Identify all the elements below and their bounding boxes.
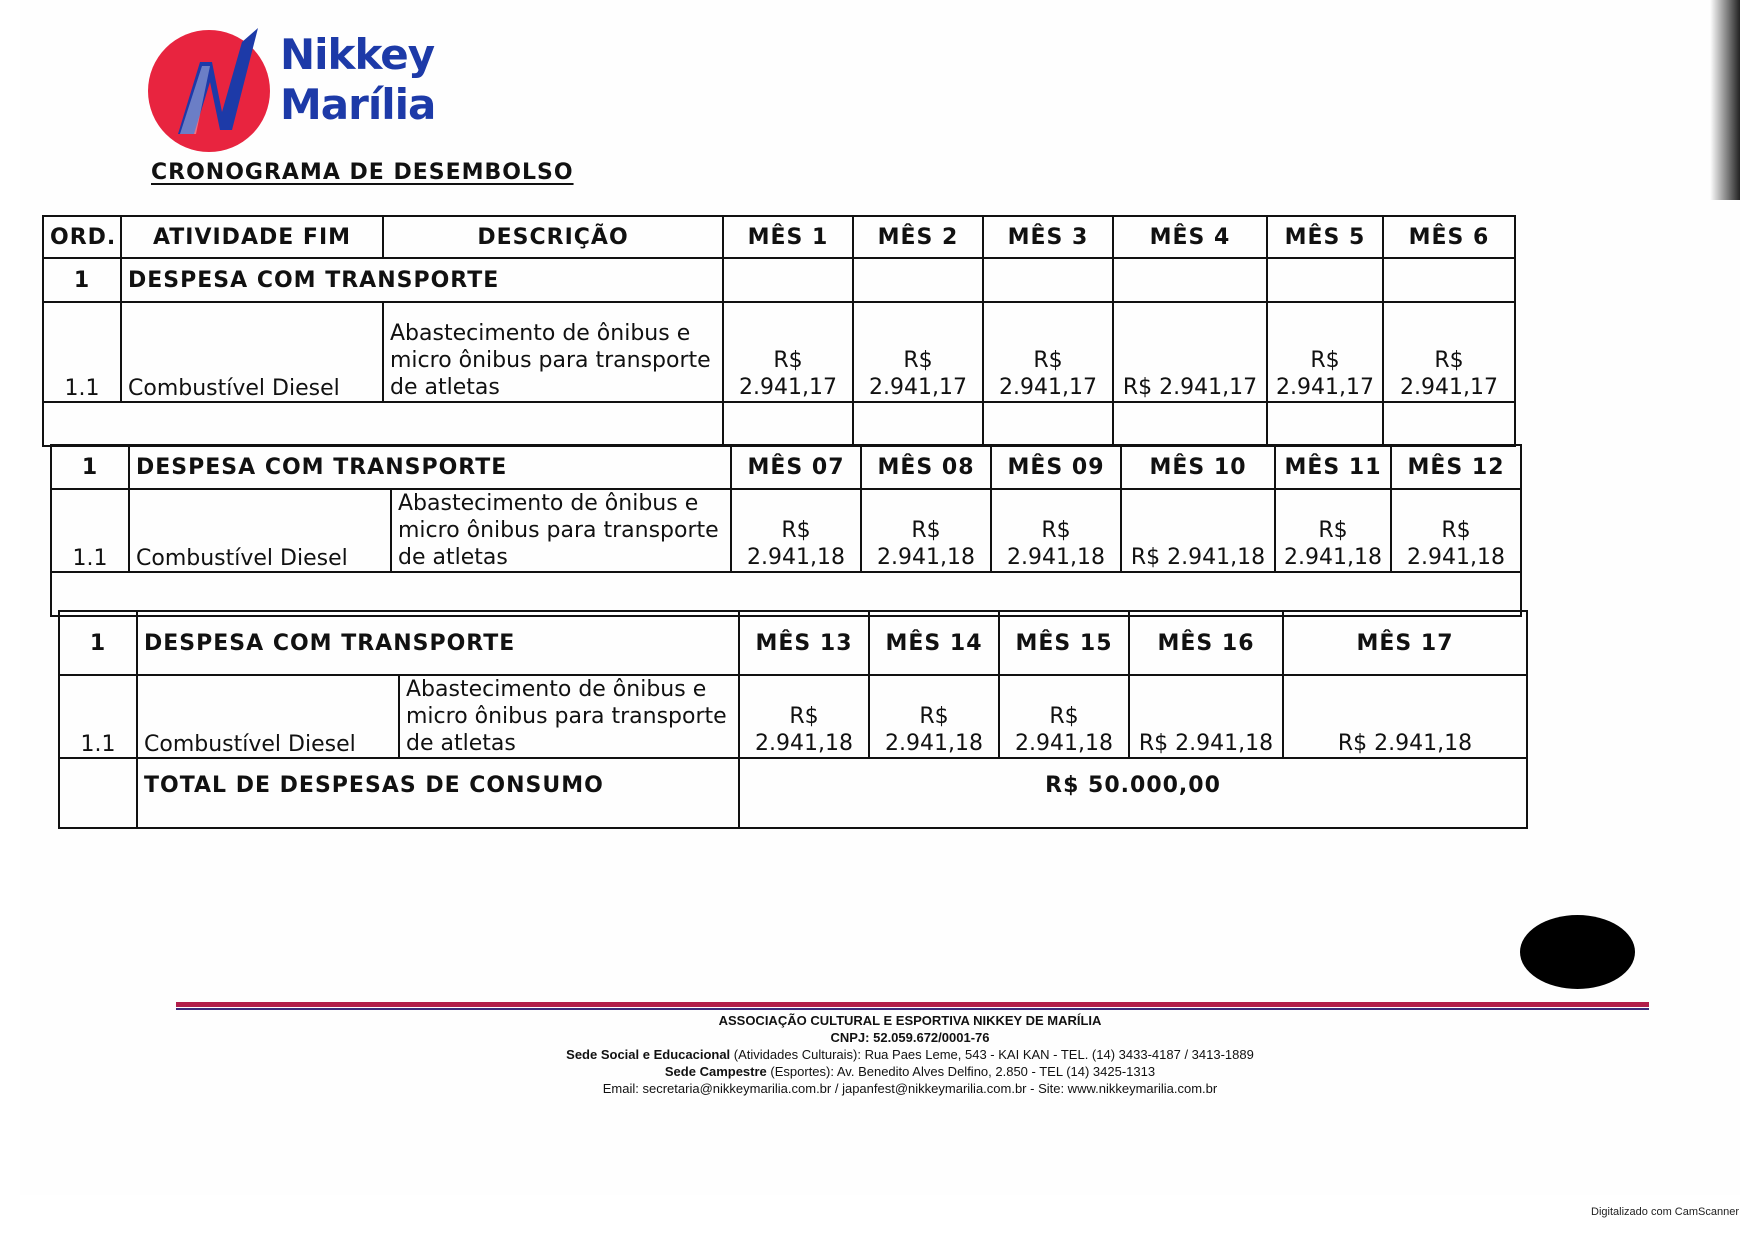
logo-line-1: Nikkey <box>280 30 435 79</box>
month-value-cell: R$ 2.941,18 <box>1283 675 1527 758</box>
header-month: MÊS 11 <box>1275 445 1391 489</box>
header-ord: ORD. <box>43 216 121 258</box>
footer-rule-blue <box>176 1008 1649 1010</box>
item-description: Abastecimento de ônibus e micro ônibus para transporte de atletas <box>399 675 739 758</box>
month-value-cell: R$ 2.941,17 <box>723 302 853 402</box>
header-atividade: ATIVIDADE FIM <box>121 216 383 258</box>
item-description: Abastecimento de ônibus e micro ônibus para transporte de atletas <box>383 302 723 402</box>
schedule-table-months-7-12 <box>50 444 1522 617</box>
month-value-cell: R$ 2.941,17 <box>1383 302 1515 402</box>
header-month: MÊS 16 <box>1129 611 1283 675</box>
header-month: MÊS 10 <box>1121 445 1275 489</box>
item-ord: 1.1 <box>59 675 137 758</box>
item-ord: 1.1 <box>51 489 129 572</box>
month-value-cell: R$ 2.941,18 <box>731 489 861 572</box>
month-value-cell: R$ 2.941,18 <box>739 675 869 758</box>
footer <box>320 1012 1500 1097</box>
header-month: MÊS 12 <box>1391 445 1521 489</box>
item-activity: Combustível Diesel <box>129 489 391 572</box>
header-month: MÊS 6 <box>1383 216 1515 258</box>
group-ord: 1 <box>51 445 129 489</box>
month-value-cell: R$ 2.941,17 <box>853 302 983 402</box>
item-ord: 1.1 <box>43 302 121 402</box>
group-label: DESPESA COM TRANSPORTE <box>137 611 739 675</box>
header-month: MÊS 15 <box>999 611 1129 675</box>
nikkey-marilia-logo <box>148 22 468 147</box>
document-page <box>20 0 1740 1195</box>
month-value-cell: R$ 2.941,18 <box>1391 489 1521 572</box>
footer-cnpj: CNPJ: 52.059.672/0001-76 <box>830 1030 990 1045</box>
group-ord: 1 <box>43 258 121 302</box>
header-month: MÊS 09 <box>991 445 1121 489</box>
logo-line-2: Marília <box>280 80 436 129</box>
month-value-cell: R$ 2.941,18 <box>991 489 1121 572</box>
footer-sede-campestre: Sede Campestre (Esportes): Av. Benedito Alves Delfino, 2.850 - TEL (14) 3425-1313 <box>664 1064 1156 1079</box>
month-value-cell: R$ 2.941,18 <box>1275 489 1391 572</box>
month-value-cell: R$ 2.941,17 <box>1113 302 1267 402</box>
header-month: MÊS 13 <box>739 611 869 675</box>
month-value-cell: R$ 2.941,18 <box>1121 489 1275 572</box>
footer-contacts: Email: secretaria@nikkeymarilia.com.br / japanfest@nikkeymarilia.com.br - Site: www.nikkeymarilia.com.br <box>602 1081 1218 1096</box>
month-value-cell: R$ 2.941,17 <box>1267 302 1383 402</box>
total-label: TOTAL DE DESPESAS DE CONSUMO <box>137 758 739 828</box>
group-ord: 1 <box>59 611 137 675</box>
group-label: DESPESA COM TRANSPORTE <box>129 445 731 489</box>
header-month: MÊS 1 <box>723 216 853 258</box>
header-month: MÊS 5 <box>1267 216 1383 258</box>
month-value-cell: R$ 2.941,18 <box>869 675 999 758</box>
footer-rule-red <box>176 1002 1649 1007</box>
header-month: MÊS 17 <box>1283 611 1527 675</box>
header-month: MÊS 2 <box>853 216 983 258</box>
month-value-cell: R$ 2.941,18 <box>861 489 991 572</box>
header-month: MÊS 3 <box>983 216 1113 258</box>
page-title: CRONOGRAMA DE DESEMBOLSO <box>151 160 574 185</box>
header-month: MÊS 08 <box>861 445 991 489</box>
month-value-cell: R$ 2.941,18 <box>999 675 1129 758</box>
page-edge-shadow <box>1710 0 1740 200</box>
header-month: MÊS 14 <box>869 611 999 675</box>
total-value: R$ 50.000,00 <box>739 758 1527 828</box>
schedule-table-months-13-17 <box>58 610 1528 829</box>
item-activity: Combustível Diesel <box>137 675 399 758</box>
item-activity: Combustível Diesel <box>121 302 383 402</box>
footer-org: ASSOCIAÇÃO CULTURAL E ESPORTIVA NIKKEY DE MARÍLIA <box>718 1013 1102 1028</box>
group-label: DESPESA COM TRANSPORTE <box>121 258 723 302</box>
scanner-watermark: Digitalizado com CamScanner <box>1591 1206 1739 1218</box>
month-value-cell: R$ 2.941,17 <box>983 302 1113 402</box>
item-description: Abastecimento de ônibus e micro ônibus para transporte de atletas <box>391 489 731 572</box>
schedule-table-months-1-6 <box>42 215 1516 447</box>
header-month: MÊS 4 <box>1113 216 1267 258</box>
logo-text <box>280 30 435 130</box>
header-month: MÊS 07 <box>731 445 861 489</box>
footer-sede-social: Sede Social e Educacional (Atividades Culturais): Rua Paes Leme, 543 - KAI KAN - TEL. (14) 3433-4187 / 3413-1889 <box>566 1047 1254 1062</box>
header-descricao: DESCRIÇÃO <box>383 216 723 258</box>
logo-n-mark-icon <box>160 22 280 152</box>
month-value-cell: R$ 2.941,18 <box>1129 675 1283 758</box>
redaction-mark <box>1520 915 1635 989</box>
